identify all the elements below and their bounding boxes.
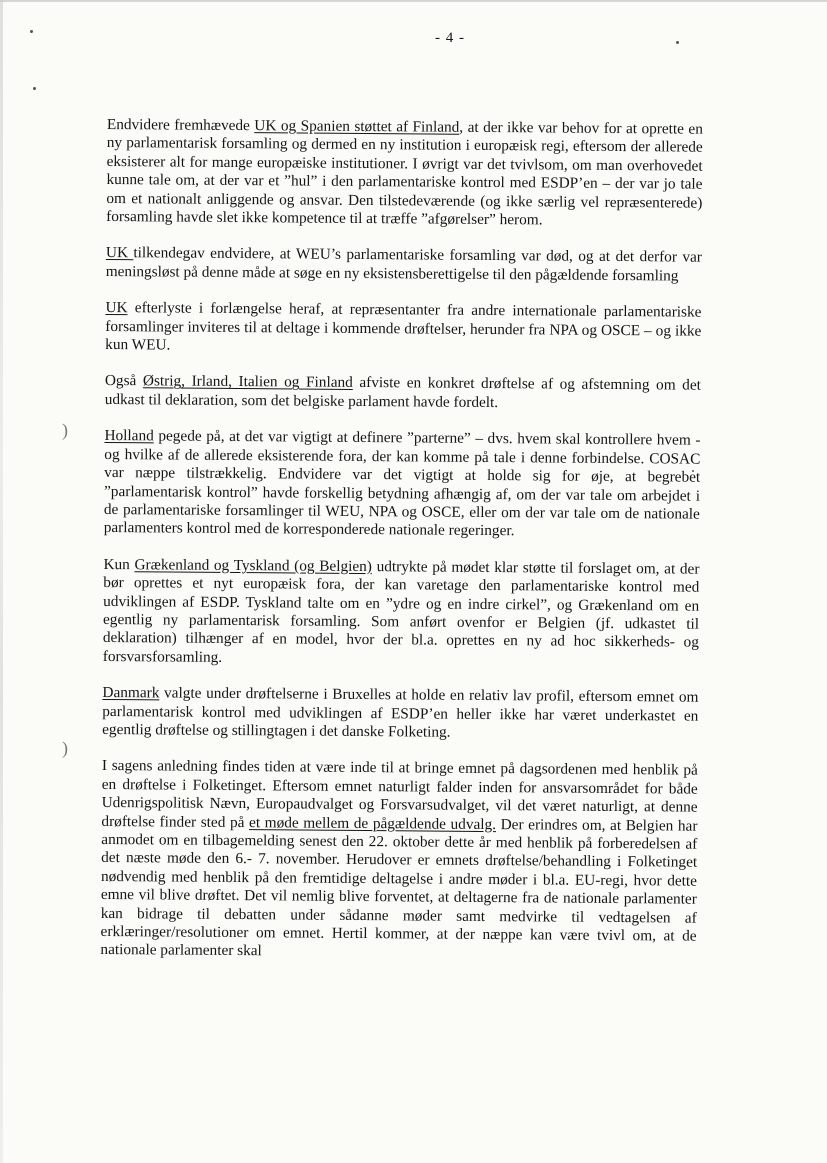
underlined-text: UK [105,244,134,262]
underlined-text: Holland [104,427,154,445]
paragraph [106,116,703,231]
paragraph-text: pegede på, at det var vigtigt at definere ”parterne” – dvs. hvem skal kontrollere hvem - og hvilke af de allerede eksisterende fora, der kan komme på tale i denne forbindelse. COSAC var næppe tilstrækkelig. Endvidere var det vigtigt at holde sig for øje, at begrebet ”parlamentarisk kontrol” havde forskellig betydning afhængig af, om der var tale om arbejdet i de parlamentariske forsamlinger til WEU, NPA og OSCE, eller om der var tale om de nationale parlamenters kontrol med de korresponderede nationale regeringer. [103,427,701,540]
paragraph [104,427,701,542]
paragraph [106,244,702,285]
paragraph-text: afviste en konkret drøftelse af og afstemning om det udkast til deklaration, som det belgiske parlament havde fordelt. [104,374,701,411]
scan-speck [33,87,36,90]
paragraph [103,556,700,671]
paragraph-text: , at der ikke var behov for at oprette en ny parlamentarisk forsamling og dermed en ny institution i europæisk regi, eftersom der allerede eksisterer alt for mange europæiske institutioner. I øvrigt var det tvivlsom, om man overhovedet kunne tale om, at der var et ”hul” i den parlamentariske kontrol med ESDP’en – der var jo tale om et nationalt anliggende og ansvar. Den tilstedeværende (og ikke særlig vel repræsenterede) forsamling havde slet ikke kompetence til at træffe ”afgørelser” herom. [106,118,703,229]
underlined-text: Østrig, Irland, Italien og Finland [142,372,353,392]
paragraph-text: Endvidere fremhævede [106,116,255,135]
underlined-text: UK [105,299,128,317]
paragraph-text: udtrykte på mødet klar støtte til forslaget om, at der bør oprettes et nyt europæisk fora, der kan varetage den parlamentariske kontrol med udviklingen af ESDP. Tyskland talte om en ”ydre og en indre cirkel”, og Grækenland om en egentlig ny parlamentarisk forsamling. Som anført ovenfor er Belgien (jf. udkastet til deklaration) tilhænger af en model, hvor der bl.a. oprettes en ny ad hoc sikkerheds- og forsvarsforsamling. [102,557,700,666]
paragraph [105,299,701,359]
paragraph-text: efterlyste i forlængelse heraf, at repræsentanter fra andre internationale parlamentariske forsamlinger inviteres til at deltage i kommende drøftelser, herunder fra NPA og OSCE – og ikke kun WEU. [105,299,702,354]
paragraph-text: I sagens anledning findes tiden at være inde til at bringe emnet på dagsordenen med henblik på en drøftelse i Folketinget. Eftersom emnet naturligt falder inden for ansvarsområdet for både Udenrigspolitisk Nævn, Europaudvalget og Forsvarsudvalget, vil det været naturligt, at denne drøftelse finder sted på [101,757,698,831]
paragraph-text: Der erindres om, at Belgien har anmodet om en tilbagemelding senest den 22. oktober dette år med henblik på forberedelsen af det næste møde den 6.- 7. november. Herudover er emnets drøftelse/behandling i Folketinget nødvendig med henblik på den fremtidige deltagelse i andre møder i bl.a. EU-regi, hvor dette emne vil blive drøftet. Det vil nemlig blive forventet, at deltagerne fra de nationale parlamenter kan bidrage til debatten under sådanne møder samt medvirke til vedtagelsen af erklæringer/resolutioner om emnet. Hertil kommer, at der næppe kan være tvivl om, at de nationale parlamenter skal [100,815,698,960]
paragraph-text: Også [104,372,144,390]
paragraph [102,684,698,744]
paragraph [100,757,698,964]
underlined-text: Grækenland og Tyskland (og Belgien) [134,555,372,575]
underlined-text: UK og Spanien støttet af Finland [254,117,460,136]
paragraph-text: tilkendegav endvidere, at WEU’s parlamentariske forsamling var død, og at det derfor var meningsløst på denne måde at søge en ny eksistensberettigelse til den pågældende forsamling [105,244,702,285]
letter-body [100,116,703,964]
underlined-text: et møde mellem de pågældende udvalg. [249,813,497,833]
scan-punch-hole-mark: ) [62,738,68,758]
underlined-text: Danmark [102,684,160,702]
paragraph [105,372,701,413]
paragraph-text: valgte under drøftelserne i Bruxelles at holde en relativ lav profil, eftersom emnet om parlamentarisk kontrol med udviklingen af ESDP’en heller ikke har været underkastet en egentlig drøftelse og stillingtagen i det danske Folketing. [102,684,699,741]
scan-punch-hole-mark: ) [62,420,68,440]
scan-top-edge [0,0,827,2]
page-number: - 4 - [435,30,465,46]
scan-left-edge [0,0,3,1163]
paragraph-text: Kun [103,555,135,573]
